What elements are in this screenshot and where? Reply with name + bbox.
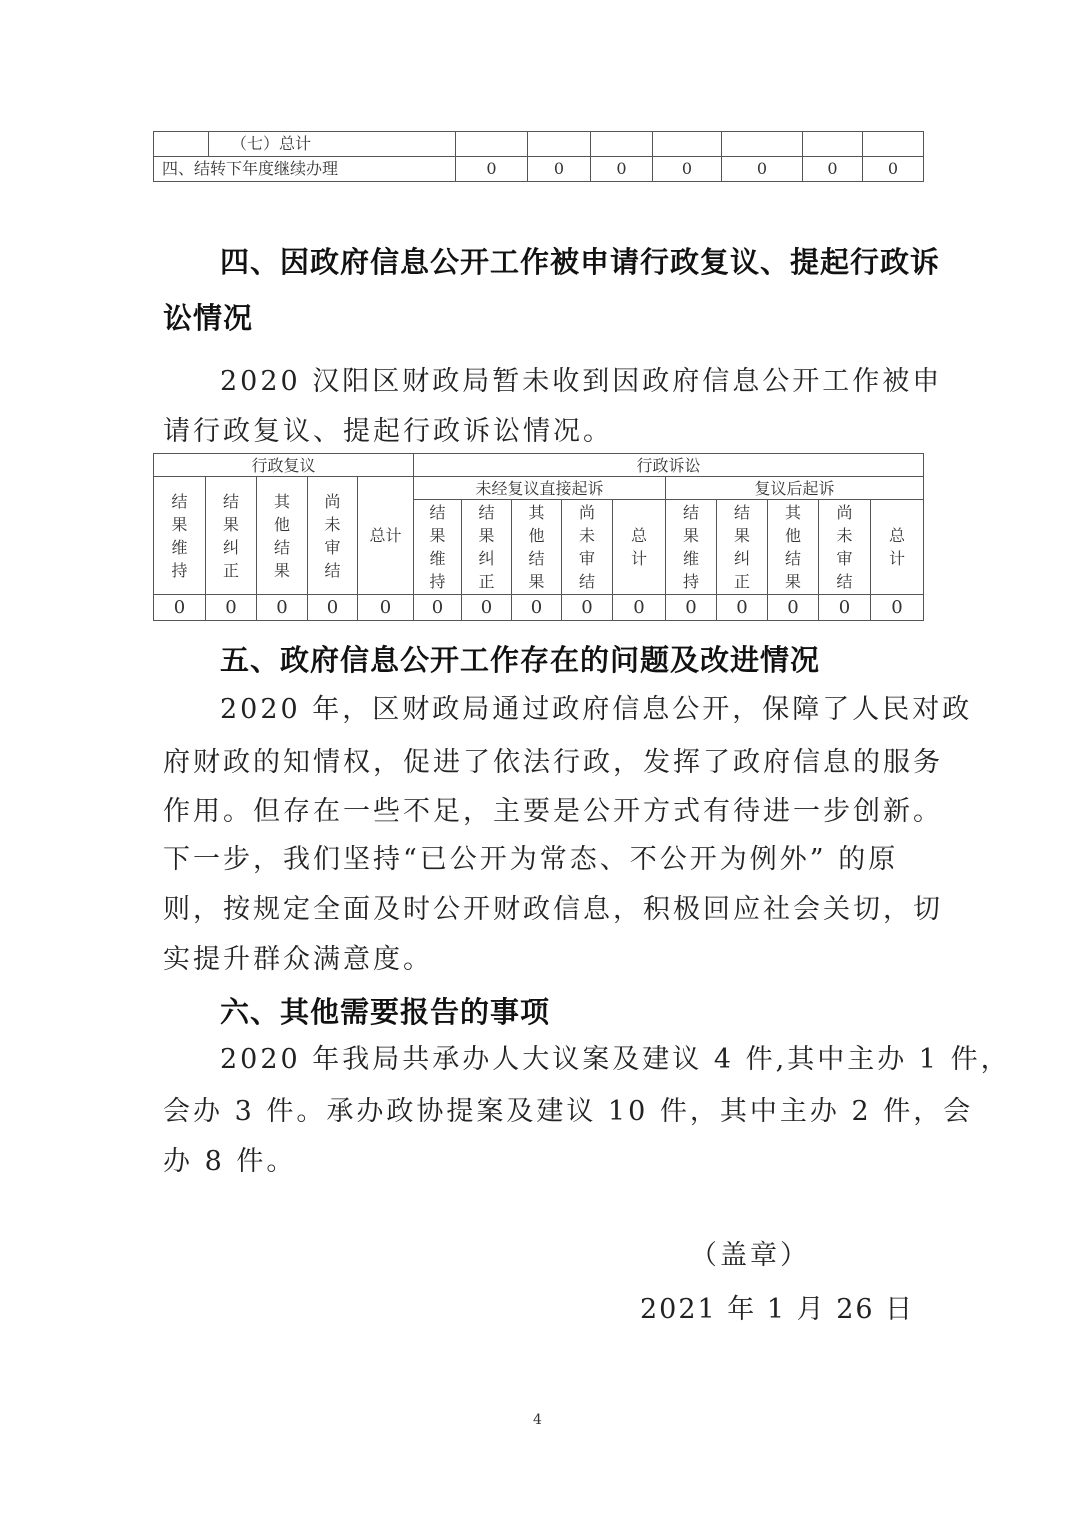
col-header bbox=[717, 500, 768, 595]
vertical-header-text: 结果维持 bbox=[683, 503, 700, 591]
col-header bbox=[512, 500, 562, 595]
disclosure-summary-table bbox=[153, 131, 924, 182]
col-header bbox=[462, 500, 512, 595]
cell: 0 bbox=[863, 157, 924, 182]
value-cell: 0 bbox=[613, 595, 666, 621]
group-header-litigation: 行政诉讼 bbox=[414, 454, 924, 477]
section4-para-line1: 2020 汉阳区财政局暂未收到因政府信息公开工作被申 bbox=[220, 366, 943, 397]
cell: 0 bbox=[528, 157, 591, 182]
cell bbox=[456, 132, 528, 157]
indent-cell bbox=[154, 132, 209, 157]
section4-heading-cont bbox=[163, 296, 253, 337]
col-header bbox=[257, 477, 308, 595]
table-row-carryover bbox=[154, 157, 924, 182]
signature-date: 2021 年 1 月 26 日 bbox=[640, 1294, 915, 1325]
section5-heading: 五、政府信息公开工作存在的问题及改进情况 bbox=[220, 643, 821, 677]
cell bbox=[863, 132, 924, 157]
value-cell: 0 bbox=[358, 595, 414, 621]
header-row-groups bbox=[154, 454, 924, 477]
value-cell: 0 bbox=[717, 595, 768, 621]
cell bbox=[528, 132, 591, 157]
col-header bbox=[308, 477, 358, 595]
cell bbox=[591, 132, 653, 157]
section4-heading-line2: 讼情况 bbox=[163, 301, 254, 335]
value-cell: 0 bbox=[512, 595, 562, 621]
col-header-total bbox=[613, 500, 666, 595]
cell bbox=[722, 132, 803, 157]
section6-heading: 六、其他需要报告的事项 bbox=[220, 995, 551, 1029]
col-header bbox=[562, 500, 613, 595]
value-cell: 0 bbox=[308, 595, 358, 621]
vertical-header-text: 结果维持 bbox=[171, 491, 188, 580]
cell: 0 bbox=[591, 157, 653, 182]
review-litigation-table bbox=[153, 453, 924, 621]
subgroup-header-after: 复议后起诉 bbox=[666, 477, 924, 500]
vertical-header-text: 结果维持 bbox=[429, 503, 446, 591]
section4-heading-line1: 四、因政府信息公开工作被申请行政复议、提起行政诉 bbox=[220, 245, 941, 279]
values-row bbox=[154, 595, 924, 621]
col-header bbox=[768, 500, 819, 595]
section5-line: 则，按规定全面及时公开财政信息，积极回应社会关切，切 bbox=[163, 894, 943, 925]
col-header bbox=[666, 500, 717, 595]
col-header bbox=[414, 500, 462, 595]
col-header-total bbox=[871, 500, 924, 595]
header-row-subgroups bbox=[154, 477, 924, 500]
col-header-total: 总计 bbox=[358, 477, 414, 595]
vertical-header-text: 结果纠正 bbox=[734, 503, 751, 591]
vertical-header-text: 尚未审结 bbox=[324, 491, 341, 580]
vertical-header-text: 总计 bbox=[889, 526, 906, 568]
section5-line: 实提升群众满意度。 bbox=[163, 944, 433, 975]
cell bbox=[803, 132, 863, 157]
col-header bbox=[206, 477, 257, 595]
section5-line: 府财政的知情权，促进了依法行政，发挥了政府信息的服务 bbox=[163, 747, 943, 778]
col-header bbox=[154, 477, 206, 595]
value-cell: 0 bbox=[666, 595, 717, 621]
vertical-header-text: 尚未审结 bbox=[836, 503, 853, 591]
row-label: （七）总计 bbox=[209, 132, 456, 157]
section5-line: 下一步，我们坚持“已公开为常态、不公开为例外” 的原 bbox=[163, 844, 899, 875]
section5-line: 2020 年，区财政局通过政府信息公开，保障了人民对政 bbox=[220, 694, 973, 725]
vertical-header-text: 尚未审结 bbox=[579, 503, 596, 591]
section5-line: 作用。但存在一些不足，主要是公开方式有待进一步创新。 bbox=[163, 796, 943, 827]
vertical-header-text: 总计 bbox=[631, 526, 648, 568]
row-label: 四、结转下年度继续办理 bbox=[154, 157, 456, 182]
value-cell: 0 bbox=[562, 595, 613, 621]
vertical-header-text: 结果纠正 bbox=[478, 503, 495, 591]
cell: 0 bbox=[722, 157, 803, 182]
vertical-header-text: 其他结果 bbox=[274, 491, 291, 580]
seal-placeholder: （盖章） bbox=[690, 1240, 810, 1271]
table-row-total bbox=[154, 132, 924, 157]
value-cell: 0 bbox=[206, 595, 257, 621]
value-cell: 0 bbox=[768, 595, 819, 621]
value-cell: 0 bbox=[819, 595, 871, 621]
section6-line: 办 8 件。 bbox=[163, 1146, 297, 1177]
col-header bbox=[819, 500, 871, 595]
cell: 0 bbox=[803, 157, 863, 182]
section6-line: 会办 3 件。承办政协提案及建议 10 件，其中主办 2 件，会 bbox=[163, 1096, 974, 1127]
value-cell: 0 bbox=[257, 595, 308, 621]
page-number: 4 bbox=[533, 1412, 542, 1428]
value-cell: 0 bbox=[154, 595, 206, 621]
vertical-header-text: 其他结果 bbox=[785, 503, 802, 591]
value-cell: 0 bbox=[414, 595, 462, 621]
section4-heading bbox=[220, 240, 940, 281]
cell bbox=[653, 132, 722, 157]
cell: 0 bbox=[653, 157, 722, 182]
value-cell: 0 bbox=[871, 595, 924, 621]
subgroup-header-direct: 未经复议直接起诉 bbox=[414, 477, 666, 500]
section6-line: 2020 年我局共承办人大议案及建议 4 件,其中主办 1 件， bbox=[220, 1044, 1011, 1075]
group-header-review: 行政复议 bbox=[154, 454, 414, 477]
cell: 0 bbox=[456, 157, 528, 182]
value-cell: 0 bbox=[462, 595, 512, 621]
section4-para-line2: 请行政复议、提起行政诉讼情况。 bbox=[163, 416, 613, 447]
vertical-header-text: 结果纠正 bbox=[223, 491, 240, 580]
vertical-header-text: 其他结果 bbox=[528, 503, 545, 591]
